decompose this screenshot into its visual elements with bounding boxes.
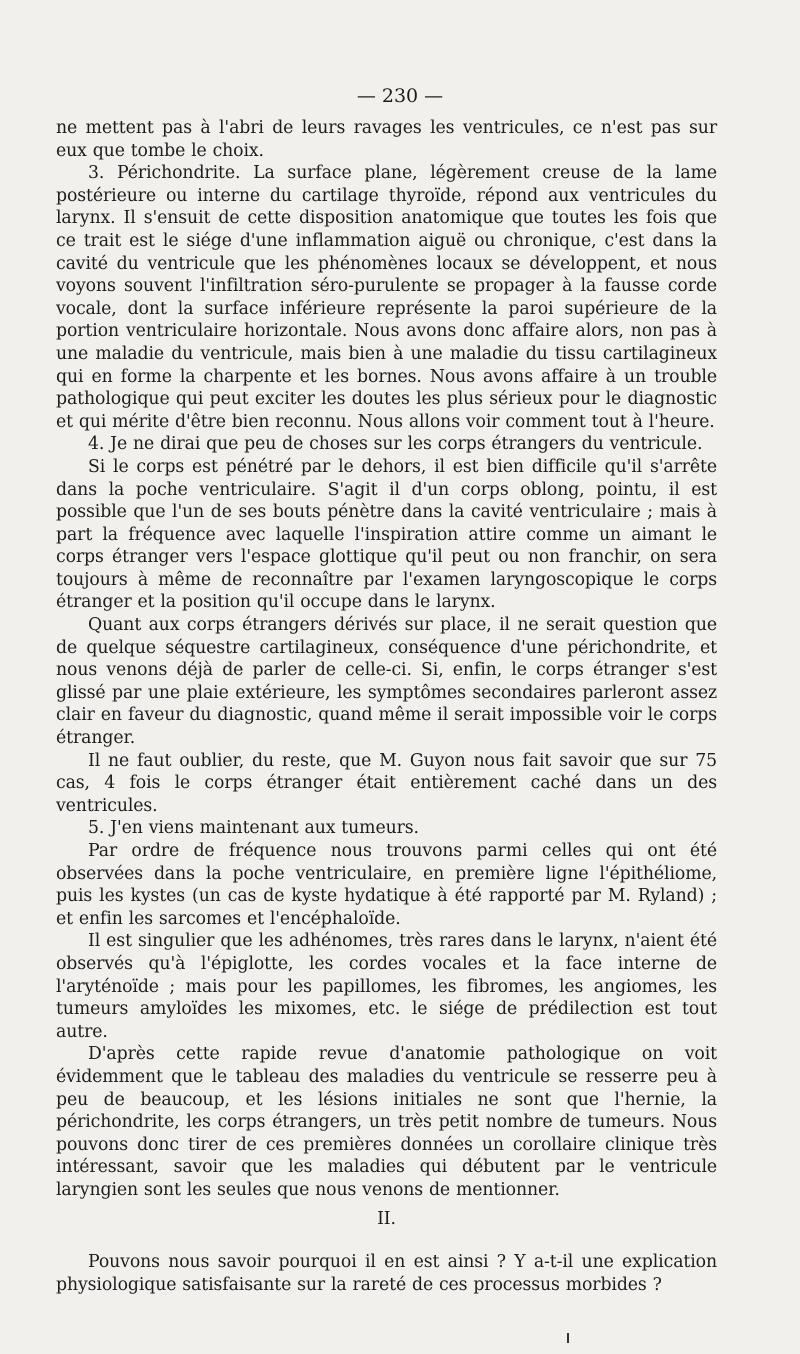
paragraph: Quant aux corps étrangers dérivés sur place, il ne serait question que de quelque séquestre cartilagineux, conséquence d'une périchondrite, et nous venons déjà de parler de celle-ci. Si, enfin, le corps étranger s'est glissé par une plaie extérieure, les symptômes secondaires parleront assez clair en faveur du diagnostic, quand même il serait impossible voir le corps étranger. [56, 615, 717, 749]
section-paragraph: Pouvons nous savoir pourquoi il en est ainsi ? Y a-t-il une explication physiologique satisfaisante sur la rareté de ces processus morbides ? [56, 1252, 717, 1295]
paragraph: Il est singulier que les adhénomes, très rares dans le larynx, n'aient été observés qu'à l'épiglotte, les cordes vocales et la face interne de l'aryténoïde ; mais pour les papillomes, les fibromes, les angiomes, les tumeurs amyloïdes les mixomes, etc. le siége de prédilection est tout autre. [56, 931, 717, 1042]
print-mark [567, 1333, 569, 1343]
paragraph: D'après cette rapide revue d'anatomie pathologique on voit évidemment que le tableau des maladies du ventricule se resserre peu à peu de beaucoup, et les lésions initiales ne sont que l'hernie, la périchondrite, les corps étrangers, un très petit nombre de tumeurs. Nous pouvons donc tirer de ces premières données un corollaire clinique très intéressant, savoir que les maladies qui débutent par le ventricule laryngien sont les seules que nous venons de mentionner. [56, 1044, 717, 1200]
paragraph-corps-etrangers: 4. Je ne dirai que peu de choses sur les corps étrangers du ventricule. [88, 434, 703, 455]
paragraph-tumeurs: 5. J'en viens maintenant aux tumeurs. [88, 818, 419, 839]
page-number: — 230 — [356, 85, 444, 107]
paragraph-continuation: ne mettent pas à l'abri de leurs ravages les ventricules, ce n'est pas sur eux que tombe le choix. [56, 118, 717, 161]
paragraph: Si le corps est pénétré par le dehors, il est bien difficile qu'il s'arrête dans la poche ventriculaire. S'agit il d'un corps oblong, pointu, il est possible que l'un de ses bouts pénètre dans la cavité ventriculaire ; mais à part la fréquence avec laquelle l'inspiration attire comme un aimant le corps étranger vers l'espace glottique qu'il peut ou non franchir, on sera toujours à même de reconnaître par l'examen laryngoscopique le corps étranger et la position qu'il occupe dans le larynx. [56, 456, 717, 613]
paragraph: Par ordre de fréquence nous trouvons parmi celles qui ont été observées dans la poche ventriculaire, en première ligne l'épithéliome, puis les kystes (un cas de kyste hydatique à été rapporté par M. Ryland) ; et enfin les sarcomes et l'encéphaloïde. [56, 841, 717, 929]
body-text [56, 117, 717, 1296]
paragraph: Il ne faut oublier, du reste, que M. Guyon nous fait savoir que sur 75 cas, 4 fois le corps étranger était entièrement caché dans un des ventricules. [56, 750, 717, 816]
paragraph-perichondrite: 3. Périchondrite. La surface plane, légèrement creuse de la lame postérieure ou interne du cartilage thyroïde, répond aux ventricules du larynx. Il s'ensuit de cette disposition anatomique que toutes les fois que ce trait est le siége d'une inflammation aiguë ou chronique, c'est dans la cavité du ventricule que les phénomènes locaux se développent, et nous voyons souvent l'infiltration séro-purulente se propager à la fausse corde vocale, dont la surface inférieure représente la paroi supérieure de la portion ventriculaire horizontale. Nous avons donc affaire alors, non pas à une maladie du ventricule, mais bien à une maladie du tissu cartilagineux qui en forme la charpente et les bornes. Nous avons affaire à un trouble pathologique qui peut exciter les doutes les plus sérieux pour le diagnostic et qui mérite d'être bien reconnu. Nous allons voir comment tout à l'heure. [56, 163, 717, 432]
section-heading: II. [377, 1208, 396, 1229]
